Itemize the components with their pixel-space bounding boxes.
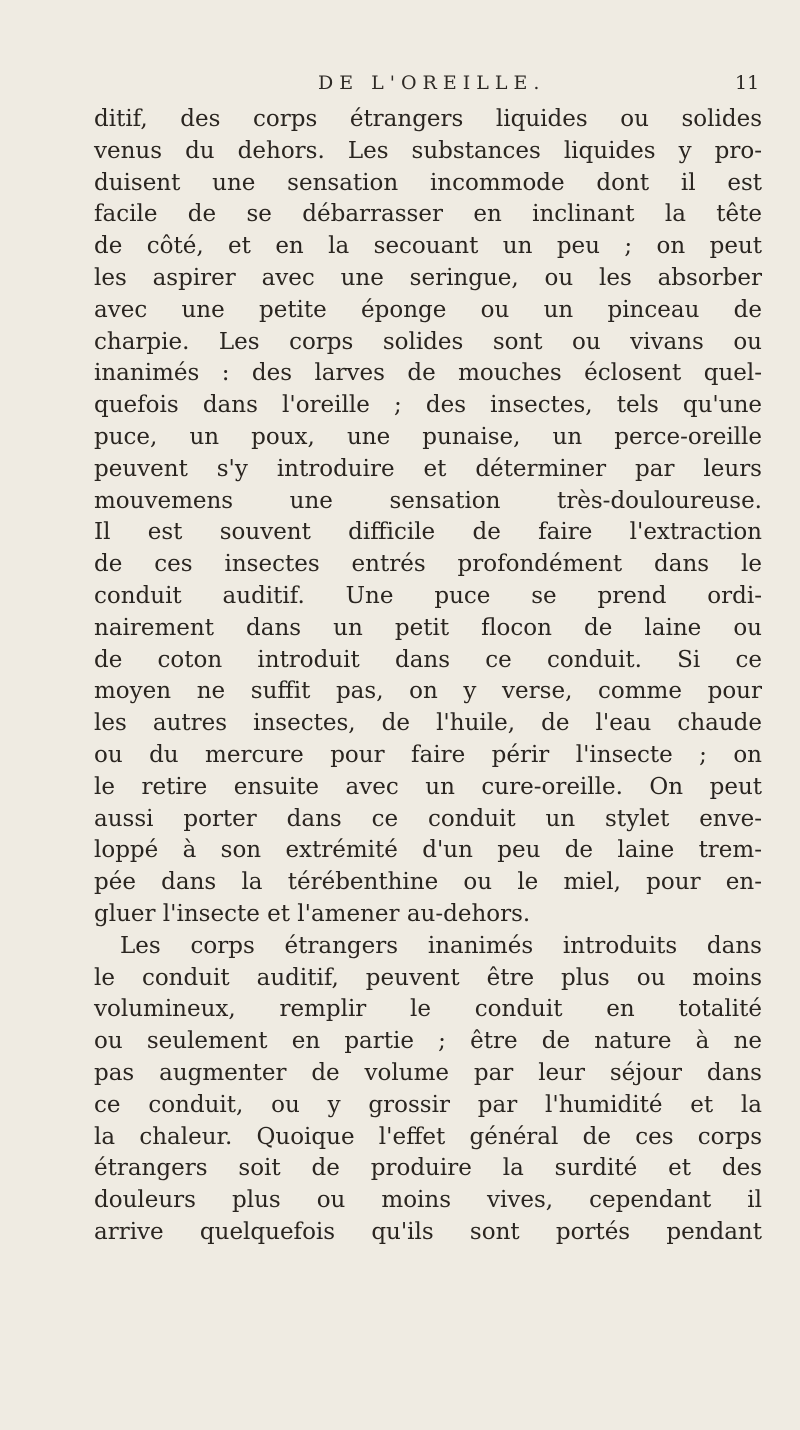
text-line: de côté, et en la secouant un peu ; on peut xyxy=(94,233,762,260)
text-line: charpie. Les corps solides sont ou vivans ou xyxy=(94,328,762,355)
text-line: de ces insectes entrés profondément dans le xyxy=(94,551,762,578)
text-line: volumineux, remplir le conduit en totalité xyxy=(94,996,762,1023)
running-title: DE L'OREILLE. xyxy=(318,72,546,94)
text-line: le conduit auditif, peuvent être plus ou moins xyxy=(94,964,762,991)
text-line: ditif, des corps étrangers liquides ou solides xyxy=(94,106,762,132)
text-line: venus du dehors. Les substances liquides y pro- xyxy=(94,137,762,164)
text-line: inanimés : des larves de mouches éclosent quel- xyxy=(94,360,762,387)
text-line: ou seulement en partie ; être de nature à ne xyxy=(94,1028,762,1055)
text-line: avec une petite éponge ou un pinceau de xyxy=(94,296,762,323)
text-line: quefois dans l'oreille ; des insectes, tels qu'une xyxy=(94,392,762,419)
text-line: aussi porter dans ce conduit un stylet enve- xyxy=(94,805,762,832)
text-line: moyen ne suffit pas, on y verse, comme pour xyxy=(94,678,762,705)
text-line: peuvent s'y introduire et déterminer par leurs xyxy=(94,455,762,482)
text-line: ou du mercure pour faire périr l'insecte ; on xyxy=(94,741,762,768)
text-line: puce, un poux, une punaise, un perce-oreille xyxy=(94,423,762,450)
page-header xyxy=(0,72,800,102)
text-line: étrangers soit de produire la surdité et des xyxy=(94,1155,762,1182)
text-line: le retire ensuite avec un cure-oreille. On peut xyxy=(94,773,762,800)
text-line: Les corps étrangers inanimés introduits dans xyxy=(120,932,762,959)
text-line: pas augmenter de volume par leur séjour dans xyxy=(94,1059,762,1086)
text-line: mouvemens une sensation très-douloureuse. xyxy=(94,487,762,514)
text-line: facile de se débarrasser en inclinant la tête xyxy=(94,201,762,228)
body-text xyxy=(94,104,762,1249)
text-line: de coton introduit dans ce conduit. Si ce xyxy=(94,646,762,673)
text-line: nairement dans un petit flocon de laine ou xyxy=(94,614,762,641)
text-line: ce conduit, ou y grossir par l'humidité et la xyxy=(94,1091,762,1118)
text-line: la chaleur. Quoique l'effet général de ces corps xyxy=(94,1123,762,1150)
page-number: 11 xyxy=(735,72,760,94)
text-line: Il est souvent difficile de faire l'extraction xyxy=(94,519,762,546)
text-line: douleurs plus ou moins vives, cependant il xyxy=(94,1187,762,1214)
text-line: conduit auditif. Une puce se prend ordi- xyxy=(94,582,762,609)
text-line: les aspirer avec une seringue, ou les absorber xyxy=(94,264,762,291)
text-line: pée dans la térébenthine ou le miel, pour en- xyxy=(94,869,762,896)
text-line: arrive quelquefois qu'ils sont portés pendant xyxy=(94,1218,762,1245)
text-line: gluer l'insecte et l'amener au-dehors. xyxy=(94,900,531,927)
text-line: les autres insectes, de l'huile, de l'eau chaude xyxy=(94,710,762,737)
text-line: loppé à son extrémité d'un peu de laine trem- xyxy=(94,837,762,864)
text-line: duisent une sensation incommode dont il est xyxy=(94,169,762,196)
